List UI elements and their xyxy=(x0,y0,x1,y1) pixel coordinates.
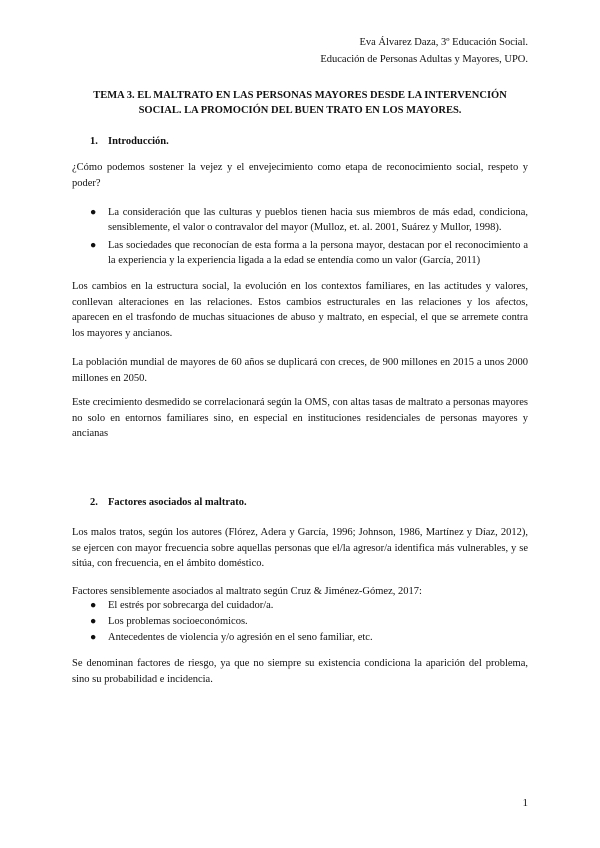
paragraph-oms: Este crecimiento desmedido se correlacionará según la OMS, con altas tasas de maltrato a personas mayores no solo en entornos familiares sino, en especial en instituciones residenciales de personas mayores y ancianas xyxy=(72,397,528,439)
title-line-1: TEMA 3. EL MALTRATO EN LAS PERSONAS MAYORES DESDE LA INTERVENCIÓN xyxy=(93,90,507,101)
paragraph-factores-intro: Factores sensiblemente asociados al maltrato según Cruz & Jiménez-Gómez, 2017: xyxy=(72,586,422,597)
section-heading-factores xyxy=(90,497,247,508)
section-number: 2. xyxy=(90,497,98,508)
paragraph-malos-tratos: Los malos tratos, según los autores (Flórez, Adera y García, 1996; Johnson, 1986, Martínez y Díaz, 2012), se ejercen con mayor frecuencia sobre aquellas personas que el/la agresor/a identifica más vulnerables, y se sitúa, con frecuencia, en el ámbito doméstico. xyxy=(72,527,528,569)
document-title xyxy=(72,88,528,118)
list-item xyxy=(90,205,528,235)
list-item-text: Los problemas socioeconómicos. xyxy=(108,616,248,627)
section-title: Introducción. xyxy=(108,136,169,147)
header-course: Educación de Personas Adultas y Mayores, UPO. xyxy=(320,54,528,65)
list-item xyxy=(90,238,528,268)
header-author: Eva Álvarez Daza, 3º Educación Social. xyxy=(359,37,528,48)
section-heading-introduccion xyxy=(90,136,169,147)
bullet-icon: ● xyxy=(90,632,97,643)
list-item xyxy=(90,630,528,646)
bullet-icon: ● xyxy=(90,616,97,627)
list-item xyxy=(90,614,528,630)
intro-question: ¿Cómo podemos sostener la vejez y el envejecimiento como etapa de reconocimiento social, respeto y poder? xyxy=(72,162,528,189)
paragraph-riesgo: Se denominan factores de riesgo, ya que no siempre su existencia condiciona la aparición del problema, sino su probabilidad e incidencia. xyxy=(72,658,528,685)
title-line-2: SOCIAL. LA PROMOCIÓN DEL BUEN TRATO EN LOS MAYORES. xyxy=(138,105,462,116)
paragraph-cambios: Los cambios en la estructura social, la evolución en los contextos familiares, en las actitudes y valores, conllevan alteraciones en las relaciones. Estos cambios estructurales en las relaciones y los afectos, aparecen en el trasfondo de muchas situaciones de abuso y maltrato, en especial, el que se arremete contra los mayores y ancianos. xyxy=(72,281,528,339)
list-item-text: Las sociedades que reconocían de esta forma a la persona mayor, destacan por el reconocimiento a la experiencia y la experiencia ligada a la edad se entendía como un valor (García, 2011) xyxy=(108,240,528,266)
bullet-icon: ● xyxy=(90,207,97,218)
intro-bullet-list xyxy=(90,205,528,271)
bullet-icon: ● xyxy=(90,600,97,611)
page-number: 1 xyxy=(522,797,528,809)
page-header xyxy=(320,34,528,68)
bullet-icon: ● xyxy=(90,240,97,251)
list-item-text: La consideración que las culturas y pueblos tienen hacia sus miembros de más edad, condiciona, sensiblemente, el valor o contravalor del mayor (Mulloz, et. al. 2001, Suárez y Mullor, 1998). xyxy=(108,207,528,233)
section-title: Factores asociados al maltrato. xyxy=(108,497,247,508)
paragraph-poblacion: La población mundial de mayores de 60 años se duplicará con creces, de 900 millones en 2015 a unos 2000 millones en 2050. xyxy=(72,357,528,384)
list-item-text: Antecedentes de violencia y/o agresión en el seno familiar, etc. xyxy=(108,632,373,643)
list-item xyxy=(90,598,528,614)
list-item-text: El estrés por sobrecarga del cuidador/a. xyxy=(108,600,274,611)
section-number: 1. xyxy=(90,136,98,147)
factores-bullet-list xyxy=(90,598,528,646)
